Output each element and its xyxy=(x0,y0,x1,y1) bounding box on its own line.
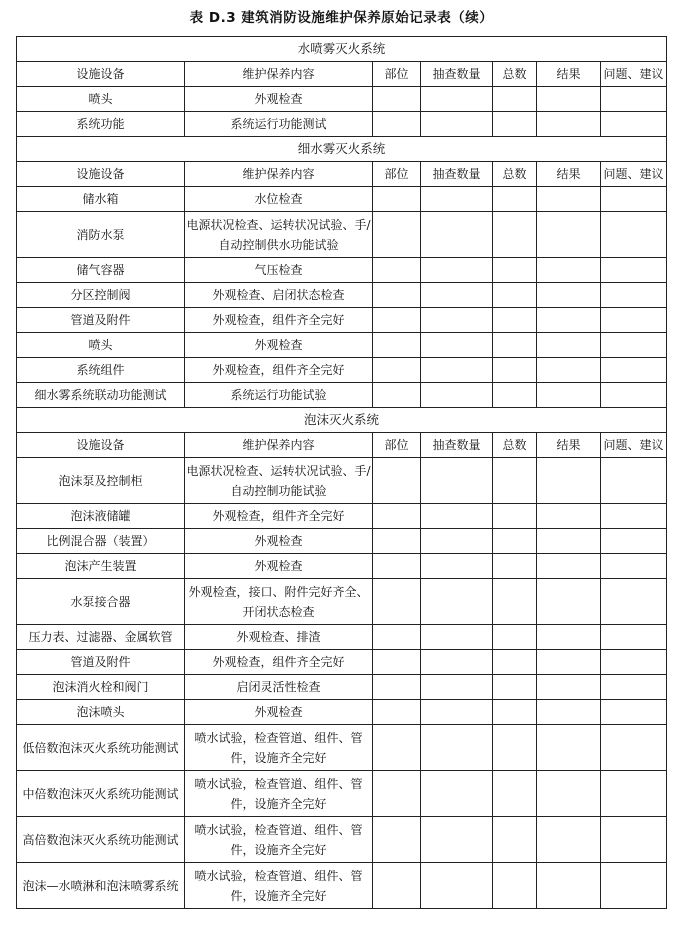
sample-count-cell[interactable] xyxy=(421,579,493,625)
content-cell: 喷水试验，检查管道、组件、管件，设施齐全完好 xyxy=(185,863,373,909)
column-header: 总数 xyxy=(493,433,537,458)
content-cell: 启闭灵活性检查 xyxy=(185,675,373,700)
device-cell: 系统功能 xyxy=(17,112,185,137)
table-row xyxy=(17,554,667,579)
device-cell: 泡沫产生装置 xyxy=(17,554,185,579)
total-cell[interactable] xyxy=(493,675,537,700)
section-row xyxy=(17,37,667,62)
total-cell[interactable] xyxy=(493,771,537,817)
table-row xyxy=(17,579,667,625)
table-row xyxy=(17,283,667,308)
content-cell: 外观检查、启闭状态检查 xyxy=(185,283,373,308)
table-row xyxy=(17,529,667,554)
content-cell: 外观检查，组件齐全完好 xyxy=(185,650,373,675)
result-cell[interactable] xyxy=(537,212,601,258)
column-header: 结果 xyxy=(537,62,601,87)
table-row xyxy=(17,771,667,817)
content-cell: 外观检查，组件齐全完好 xyxy=(185,358,373,383)
content-cell: 水位检查 xyxy=(185,187,373,212)
issue-cell[interactable] xyxy=(601,333,667,358)
device-cell: 泡沫喷头 xyxy=(17,700,185,725)
device-cell: 低倍数泡沫灭火系统功能测试 xyxy=(17,725,185,771)
content-cell: 喷水试验，检查管道、组件、管件，设施齐全完好 xyxy=(185,725,373,771)
result-cell[interactable] xyxy=(537,112,601,137)
location-cell[interactable] xyxy=(373,554,421,579)
sample-count-cell[interactable] xyxy=(421,863,493,909)
sample-count-cell[interactable] xyxy=(421,529,493,554)
content-cell: 喷水试验，检查管道、组件、管件，设施齐全完好 xyxy=(185,817,373,863)
column-header: 结果 xyxy=(537,162,601,187)
issue-cell[interactable] xyxy=(601,258,667,283)
device-cell: 泡沫泵及控制柜 xyxy=(17,458,185,504)
total-cell[interactable] xyxy=(493,579,537,625)
total-cell[interactable] xyxy=(493,87,537,112)
column-header: 抽查数量 xyxy=(421,62,493,87)
total-cell[interactable] xyxy=(493,529,537,554)
location-cell[interactable] xyxy=(373,504,421,529)
location-cell[interactable] xyxy=(373,817,421,863)
table-row xyxy=(17,212,667,258)
header-row xyxy=(17,433,667,458)
table-row xyxy=(17,458,667,504)
total-cell[interactable] xyxy=(493,504,537,529)
result-cell[interactable] xyxy=(537,358,601,383)
header-row xyxy=(17,162,667,187)
device-cell: 泡沫—水喷淋和泡沫喷雾系统 xyxy=(17,863,185,909)
location-cell[interactable] xyxy=(373,625,421,650)
column-header: 总数 xyxy=(493,62,537,87)
content-cell: 外观检查，组件齐全完好 xyxy=(185,504,373,529)
device-cell: 泡沫消火栓和阀门 xyxy=(17,675,185,700)
result-cell[interactable] xyxy=(537,87,601,112)
issue-cell[interactable] xyxy=(601,112,667,137)
location-cell[interactable] xyxy=(373,529,421,554)
table-row xyxy=(17,725,667,771)
location-cell[interactable] xyxy=(373,863,421,909)
sample-count-cell[interactable] xyxy=(421,187,493,212)
location-cell[interactable] xyxy=(373,87,421,112)
result-cell[interactable] xyxy=(537,529,601,554)
total-cell[interactable] xyxy=(493,308,537,333)
table-row xyxy=(17,675,667,700)
sample-count-cell[interactable] xyxy=(421,87,493,112)
total-cell[interactable] xyxy=(493,650,537,675)
device-cell: 泡沫液储罐 xyxy=(17,504,185,529)
location-cell[interactable] xyxy=(373,700,421,725)
sample-count-cell[interactable] xyxy=(421,700,493,725)
result-cell[interactable] xyxy=(537,187,601,212)
device-cell: 高倍数泡沫灭火系统功能测试 xyxy=(17,817,185,863)
column-header: 部位 xyxy=(373,433,421,458)
column-header: 设施设备 xyxy=(17,433,185,458)
location-cell[interactable] xyxy=(373,771,421,817)
sample-count-cell[interactable] xyxy=(421,675,493,700)
content-cell: 系统运行功能试验 xyxy=(185,383,373,408)
total-cell[interactable] xyxy=(493,112,537,137)
result-cell[interactable] xyxy=(537,771,601,817)
location-cell[interactable] xyxy=(373,187,421,212)
content-cell: 电源状况检查、运转状况试验、手/自动控制供水功能试验 xyxy=(185,212,373,258)
sample-count-cell[interactable] xyxy=(421,383,493,408)
sample-count-cell[interactable] xyxy=(421,650,493,675)
header-row xyxy=(17,62,667,87)
location-cell[interactable] xyxy=(373,308,421,333)
total-cell[interactable] xyxy=(493,383,537,408)
result-cell[interactable] xyxy=(537,333,601,358)
sample-count-cell[interactable] xyxy=(421,458,493,504)
result-cell[interactable] xyxy=(537,554,601,579)
content-cell: 外观检查，接口、附件完好齐全、开闭状态检查 xyxy=(185,579,373,625)
issue-cell[interactable] xyxy=(601,554,667,579)
total-cell[interactable] xyxy=(493,258,537,283)
total-cell[interactable] xyxy=(493,458,537,504)
issue-cell[interactable] xyxy=(601,187,667,212)
result-cell[interactable] xyxy=(537,579,601,625)
device-cell: 储气容器 xyxy=(17,258,185,283)
sample-count-cell[interactable] xyxy=(421,212,493,258)
total-cell[interactable] xyxy=(493,212,537,258)
table-row xyxy=(17,625,667,650)
table-row xyxy=(17,650,667,675)
total-cell[interactable] xyxy=(493,187,537,212)
issue-cell[interactable] xyxy=(601,87,667,112)
issue-cell[interactable] xyxy=(601,675,667,700)
issue-cell[interactable] xyxy=(601,212,667,258)
total-cell[interactable] xyxy=(493,554,537,579)
device-cell: 分区控制阀 xyxy=(17,283,185,308)
issue-cell[interactable] xyxy=(601,308,667,333)
issue-cell[interactable] xyxy=(601,458,667,504)
issue-cell[interactable] xyxy=(601,771,667,817)
section-row xyxy=(17,137,667,162)
result-cell[interactable] xyxy=(537,258,601,283)
location-cell[interactable] xyxy=(373,358,421,383)
result-cell[interactable] xyxy=(537,283,601,308)
device-cell: 系统组件 xyxy=(17,358,185,383)
location-cell[interactable] xyxy=(373,458,421,504)
content-cell: 外观检查、排渣 xyxy=(185,625,373,650)
issue-cell[interactable] xyxy=(601,725,667,771)
result-cell[interactable] xyxy=(537,383,601,408)
result-cell[interactable] xyxy=(537,625,601,650)
table-row xyxy=(17,308,667,333)
location-cell[interactable] xyxy=(373,650,421,675)
location-cell[interactable] xyxy=(373,212,421,258)
content-cell: 外观检查 xyxy=(185,333,373,358)
column-header: 问题、建议 xyxy=(601,62,667,87)
result-cell[interactable] xyxy=(537,458,601,504)
device-cell: 储水箱 xyxy=(17,187,185,212)
device-cell: 中倍数泡沫灭火系统功能测试 xyxy=(17,771,185,817)
section-title: 泡沫灭火系统 xyxy=(17,408,667,433)
sample-count-cell[interactable] xyxy=(421,554,493,579)
device-cell: 压力表、过滤器、金属软管 xyxy=(17,625,185,650)
device-cell: 比例混合器（装置） xyxy=(17,529,185,554)
sample-count-cell[interactable] xyxy=(421,625,493,650)
sample-count-cell[interactable] xyxy=(421,817,493,863)
location-cell[interactable] xyxy=(373,283,421,308)
sample-count-cell[interactable] xyxy=(421,504,493,529)
result-cell[interactable] xyxy=(537,675,601,700)
column-header: 维护保养内容 xyxy=(185,433,373,458)
content-cell: 外观检查 xyxy=(185,700,373,725)
content-cell: 外观检查 xyxy=(185,554,373,579)
issue-cell[interactable] xyxy=(601,283,667,308)
sample-count-cell[interactable] xyxy=(421,308,493,333)
issue-cell[interactable] xyxy=(601,650,667,675)
total-cell[interactable] xyxy=(493,863,537,909)
total-cell[interactable] xyxy=(493,725,537,771)
result-cell[interactable] xyxy=(537,863,601,909)
content-cell: 系统运行功能测试 xyxy=(185,112,373,137)
section-row xyxy=(17,408,667,433)
device-cell: 管道及附件 xyxy=(17,308,185,333)
device-cell: 细水雾系统联动功能测试 xyxy=(17,383,185,408)
sample-count-cell[interactable] xyxy=(421,333,493,358)
table-title: 表 D.3 建筑消防设施维护保养原始记录表（续） xyxy=(189,10,494,26)
issue-cell[interactable] xyxy=(601,625,667,650)
total-cell[interactable] xyxy=(493,283,537,308)
issue-cell[interactable] xyxy=(601,863,667,909)
device-cell: 水泵接合器 xyxy=(17,579,185,625)
content-cell: 气压检查 xyxy=(185,258,373,283)
table-row xyxy=(17,187,667,212)
issue-cell[interactable] xyxy=(601,358,667,383)
column-header: 设施设备 xyxy=(17,162,185,187)
location-cell[interactable] xyxy=(373,333,421,358)
device-cell: 喷头 xyxy=(17,333,185,358)
column-header: 问题、建议 xyxy=(601,162,667,187)
section-title: 细水雾灭火系统 xyxy=(17,137,667,162)
total-cell[interactable] xyxy=(493,700,537,725)
location-cell[interactable] xyxy=(373,383,421,408)
sample-count-cell[interactable] xyxy=(421,258,493,283)
table-row xyxy=(17,817,667,863)
column-header: 部位 xyxy=(373,162,421,187)
table-row xyxy=(17,112,667,137)
column-header: 结果 xyxy=(537,433,601,458)
column-header: 设施设备 xyxy=(17,62,185,87)
table-row xyxy=(17,258,667,283)
issue-cell[interactable] xyxy=(601,529,667,554)
table-row xyxy=(17,700,667,725)
total-cell[interactable] xyxy=(493,358,537,383)
column-header: 总数 xyxy=(493,162,537,187)
content-cell: 喷水试验，检查管道、组件、管件，设施齐全完好 xyxy=(185,771,373,817)
total-cell[interactable] xyxy=(493,333,537,358)
content-cell: 电源状况检查、运转状况试验、手/自动控制功能试验 xyxy=(185,458,373,504)
device-cell: 管道及附件 xyxy=(17,650,185,675)
location-cell[interactable] xyxy=(373,579,421,625)
section-title: 水喷雾灭火系统 xyxy=(17,37,667,62)
result-cell[interactable] xyxy=(537,725,601,771)
content-cell: 外观检查 xyxy=(185,529,373,554)
issue-cell[interactable] xyxy=(601,700,667,725)
sample-count-cell[interactable] xyxy=(421,725,493,771)
content-cell: 外观检查，组件齐全完好 xyxy=(185,308,373,333)
result-cell[interactable] xyxy=(537,817,601,863)
column-header: 部位 xyxy=(373,62,421,87)
column-header: 问题、建议 xyxy=(601,433,667,458)
device-cell: 喷头 xyxy=(17,87,185,112)
table-row xyxy=(17,333,667,358)
result-cell[interactable] xyxy=(537,504,601,529)
result-cell[interactable] xyxy=(537,308,601,333)
issue-cell[interactable] xyxy=(601,817,667,863)
table-row xyxy=(17,87,667,112)
sample-count-cell[interactable] xyxy=(421,283,493,308)
issue-cell[interactable] xyxy=(601,579,667,625)
table-row xyxy=(17,383,667,408)
sample-count-cell[interactable] xyxy=(421,112,493,137)
total-cell[interactable] xyxy=(493,817,537,863)
column-header: 抽查数量 xyxy=(421,433,493,458)
table-row xyxy=(17,358,667,383)
result-cell[interactable] xyxy=(537,700,601,725)
column-header: 抽查数量 xyxy=(421,162,493,187)
location-cell[interactable] xyxy=(373,258,421,283)
maintenance-record-table xyxy=(16,36,667,909)
issue-cell[interactable] xyxy=(601,504,667,529)
column-header: 维护保养内容 xyxy=(185,162,373,187)
location-cell[interactable] xyxy=(373,725,421,771)
device-cell: 消防水泵 xyxy=(17,212,185,258)
column-header: 维护保养内容 xyxy=(185,62,373,87)
result-cell[interactable] xyxy=(537,650,601,675)
location-cell[interactable] xyxy=(373,675,421,700)
issue-cell[interactable] xyxy=(601,383,667,408)
table-row xyxy=(17,863,667,909)
location-cell[interactable] xyxy=(373,112,421,137)
sample-count-cell[interactable] xyxy=(421,771,493,817)
total-cell[interactable] xyxy=(493,625,537,650)
sample-count-cell[interactable] xyxy=(421,358,493,383)
table-row xyxy=(17,504,667,529)
content-cell: 外观检查 xyxy=(185,87,373,112)
